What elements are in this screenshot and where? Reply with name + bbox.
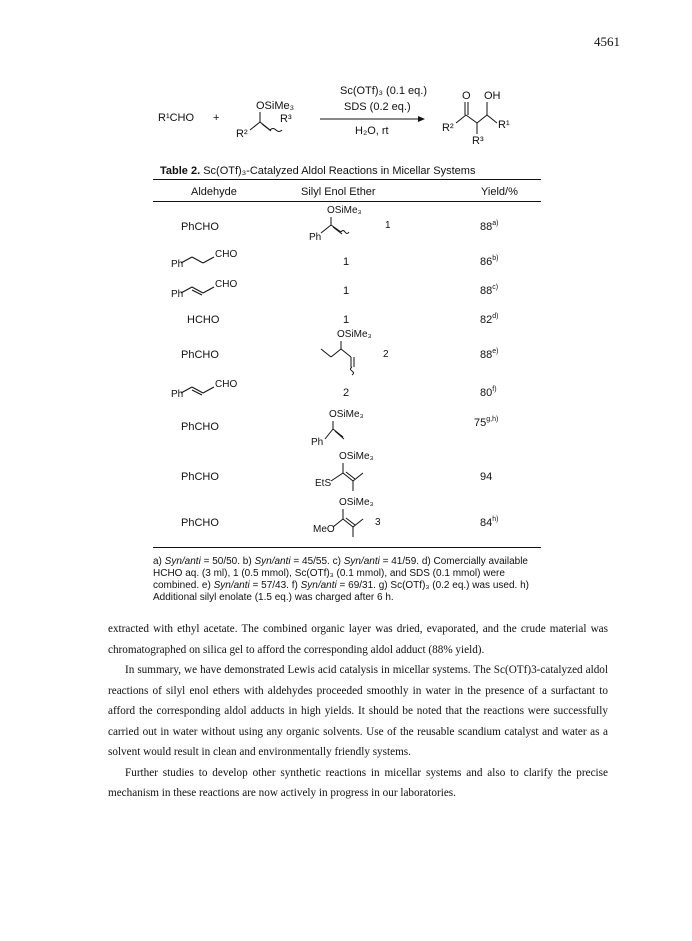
row4-yield: 82$^{d)}$ bbox=[480, 313, 499, 326]
row2-yield: 86$^{b)}$ bbox=[480, 255, 499, 268]
product-oh: OH bbox=[484, 90, 501, 102]
body-text bbox=[108, 619, 608, 804]
row7-silyl-enol-ether bbox=[303, 409, 383, 451]
row6-yield: 80$^{f)}$ bbox=[480, 386, 497, 399]
plus-sign: + bbox=[213, 112, 220, 124]
row2-ether: 1 bbox=[343, 256, 350, 268]
product-r1: R¹ bbox=[498, 119, 510, 131]
row3-aldehyde: Ph CHO bbox=[171, 279, 238, 300]
row7-aldehyde: PhCHO bbox=[181, 421, 219, 433]
row5-label: 2 bbox=[383, 349, 389, 360]
row9-yield: 84$^{h)}$ bbox=[480, 516, 499, 529]
paragraph-1: extracted with ethyl acetate. The combined organic layer was dried, evaporated, and the crude material was chromatographed on silica gel to afford the corresponding aldol adduct (88% yield). bbox=[108, 623, 608, 656]
row8-silyl-enol-ether bbox=[303, 451, 393, 497]
row5-silyl-enol-ether bbox=[303, 329, 393, 379]
condition-surfactant: SDS (0.2 eq.) bbox=[344, 101, 411, 113]
table-title: Sc(OTf)₃-Catalyzed Aldol Reactions in Micellar Systems bbox=[203, 165, 476, 177]
enol-r2: R² bbox=[236, 128, 248, 140]
header-yield: Yield/% bbox=[481, 186, 518, 198]
row1-aldehyde: PhCHO bbox=[181, 221, 219, 233]
row3-ether: 1 bbox=[343, 285, 350, 297]
row3-yield: 88$^{c)}$ bbox=[480, 284, 499, 297]
row5-aldehyde: PhCHO bbox=[181, 349, 219, 361]
enol-r3: R³ bbox=[280, 113, 292, 125]
row9-meo: MeO bbox=[313, 524, 335, 535]
table-footnotes: a) Syn/anti = 50/50. b) Syn/anti = 45/55. c) Syn/anti = 41/59. d) Comercially available HCHO aq. (3 ml), 1 (0.5 mmol), Sc(OTf)₃ (0.1 mmol), and SDS (0.1 mmol) were combined. e) Syn/anti = 57/43. f) Syn/anti = 69/31. g) Sc(OTf)₃ (0.2 eq.) was used. h) Additional silyl enolate (1.5 eq.) was charged after 6 h. bbox=[153, 556, 529, 603]
table-label: Table 2. bbox=[160, 165, 201, 177]
paragraph-2: In summary, we have demonstrated Lewis acid catalysis in micellar systems. The Sc(OTf)3-catalyzed aldol reactions of silyl enol ethers with aldehydes proceeded smoothly in water in the presence of a surfactant to afford the corresponding aldol adducts in high yields. It should be noted that the reactions were successfully carried out in water without using any organic solvents. Use of the reusable scandium catalyst and water as a solvent would result in clean and environmentally friendly systems. bbox=[108, 664, 608, 758]
reaction-scheme bbox=[150, 82, 560, 168]
condition-catalyst: Sc(OTf)₃ (0.1 eq.) bbox=[340, 85, 427, 97]
paragraph-3: Further studies to develop other synthetic reactions in micellar systems and also to clarify the precise mechanism in these reactions are now actively in progress in our laboratories. bbox=[108, 766, 608, 799]
table-top-rule bbox=[153, 179, 541, 180]
row2-aldehyde: Ph CHO bbox=[171, 249, 238, 270]
row7-ph: Ph bbox=[311, 437, 324, 448]
enol-osime3: OSiMe₃ bbox=[256, 100, 295, 112]
row4-ether: 1 bbox=[343, 314, 350, 326]
table-header-rule bbox=[153, 201, 541, 202]
row7-yield: 75$^{g,h)}$ bbox=[474, 416, 499, 429]
header-silyl-enol-ether: Silyl Enol Ether bbox=[301, 186, 376, 198]
page-number: 4561 bbox=[594, 34, 620, 49]
table-bottom-rule bbox=[153, 547, 541, 548]
row8-osime3: OSiMe₃ bbox=[339, 451, 374, 462]
row5-yield: 88$^{e)}$ bbox=[480, 348, 499, 361]
product-r3: R³ bbox=[472, 135, 484, 147]
row8-yield: 94 bbox=[480, 471, 493, 483]
table-caption bbox=[160, 165, 475, 177]
row8-aldehyde: PhCHO bbox=[181, 471, 219, 483]
row6-ether: 2 bbox=[343, 387, 350, 399]
row8-ets: EtS bbox=[315, 478, 332, 489]
row1-label: 1 bbox=[385, 220, 391, 231]
row9-osime3: OSiMe₃ bbox=[339, 497, 374, 508]
header-aldehyde: Aldehyde bbox=[191, 186, 237, 198]
condition-solvent: H₂O, rt bbox=[355, 125, 389, 137]
row1-yield: 88$^{a)}$ bbox=[480, 220, 499, 233]
row1-osime3: OSiMe₃ bbox=[327, 205, 362, 216]
row1-ph: Ph bbox=[309, 232, 322, 243]
row4-aldehyde: HCHO bbox=[187, 314, 220, 326]
row6-aldehyde: Ph CHO bbox=[171, 379, 238, 400]
row7-osime3: OSiMe₃ bbox=[329, 409, 364, 420]
row9-aldehyde: PhCHO bbox=[181, 517, 219, 529]
row5-osime3: OSiMe₃ bbox=[337, 329, 372, 340]
row9-label: 3 bbox=[375, 517, 381, 528]
product-o: O bbox=[462, 90, 471, 102]
row9-silyl-enol-ether bbox=[303, 497, 403, 543]
reactant-aldehyde: R¹CHO bbox=[158, 112, 195, 124]
product-r2: R² bbox=[442, 122, 454, 134]
row1-silyl-enol-ether bbox=[301, 205, 391, 245]
